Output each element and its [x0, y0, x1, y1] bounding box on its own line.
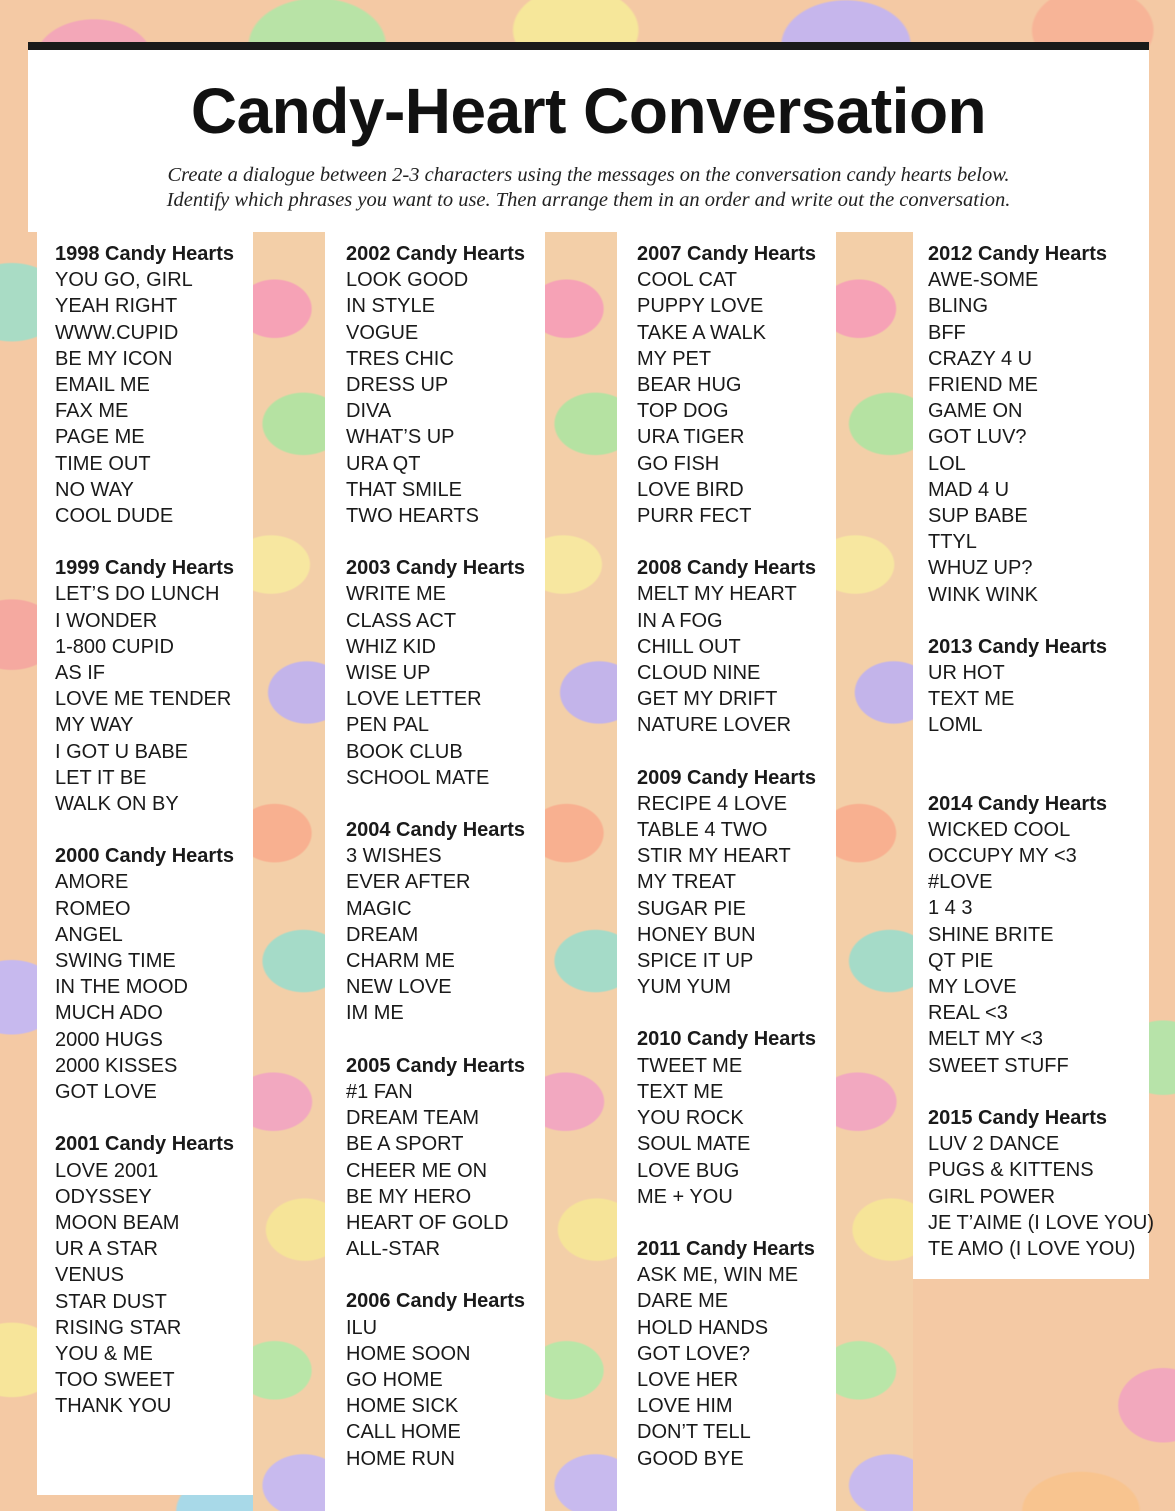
section-heading: 2006 Candy Hearts — [346, 1290, 525, 1313]
candy-message: LOVE BIRD — [637, 478, 744, 501]
candy-message: YEAH RIGHT — [55, 295, 178, 318]
candy-message: DREAM TEAM — [346, 1107, 479, 1130]
section-heading: 2001 Candy Hearts — [55, 1133, 234, 1156]
candy-message: LOVE 2001 — [55, 1159, 159, 1182]
candy-message: YOU GO, GIRL — [55, 269, 193, 292]
candy-message: COOL CAT — [637, 269, 738, 292]
section-heading: 2013 Candy Hearts — [928, 635, 1107, 658]
candy-message: NO WAY — [55, 478, 134, 501]
candy-message: THANK YOU — [55, 1395, 172, 1418]
year-section — [55, 555, 234, 817]
candy-message: MY WAY — [55, 714, 134, 737]
candy-message: CHARM ME — [346, 950, 455, 973]
candy-message: LOVE HER — [637, 1368, 739, 1391]
year-section — [637, 555, 816, 738]
section-heading: 2009 Candy Hearts — [637, 766, 816, 789]
candy-message: ALL-STAR — [346, 1238, 441, 1261]
candy-message: MUCH ADO — [55, 1002, 163, 1025]
top-rule — [28, 42, 1149, 50]
candy-message: #1 FAN — [346, 1080, 413, 1103]
column — [55, 241, 234, 1446]
section-heading: 2000 Candy Hearts — [55, 845, 234, 868]
candy-message: FRIEND ME — [928, 374, 1038, 397]
section-heading: 2008 Candy Hearts — [637, 557, 816, 580]
candy-message: WHIZ KID — [346, 635, 436, 658]
candy-background-strip — [836, 232, 913, 1511]
candy-message: SOUL MATE — [637, 1133, 751, 1156]
candy-message: TTYL — [928, 531, 977, 554]
candy-message: YOU ROCK — [637, 1107, 744, 1130]
instructions — [28, 163, 1149, 213]
header-panel — [28, 50, 1149, 232]
candy-message: LOOK GOOD — [346, 269, 469, 292]
candy-message: LOVE ME TENDER — [55, 688, 232, 711]
candy-message: RISING STAR — [55, 1316, 182, 1339]
candy-message: TEXT ME — [928, 688, 1015, 711]
candy-message: DON’T TELL — [637, 1421, 751, 1444]
candy-message: NEW LOVE — [346, 976, 452, 999]
column — [637, 241, 816, 1498]
section-heading: 1998 Candy Hearts — [55, 243, 234, 265]
candy-message: ILU — [346, 1316, 378, 1339]
candy-message: BE A SPORT — [346, 1133, 464, 1156]
candy-message: WINK WINK — [928, 583, 1038, 606]
candy-message: CLASS ACT — [346, 609, 457, 632]
candy-message: HONEY BUN — [637, 923, 756, 946]
candy-message: JE T’AIME (I LOVE YOU) — [928, 1211, 1154, 1234]
candy-message: TOP DOG — [637, 400, 729, 423]
year-section — [928, 1105, 1154, 1262]
year-section — [637, 241, 816, 529]
candy-background-strip — [545, 232, 617, 1511]
candy-message: SPICE IT UP — [637, 950, 754, 973]
candy-message: CHEER ME ON — [346, 1159, 488, 1182]
candy-message: UR A STAR — [55, 1238, 158, 1261]
candy-message: TIME OUT — [55, 452, 151, 475]
candy-background-strip — [253, 232, 325, 1511]
candy-message: VENUS — [55, 1264, 124, 1287]
year-section — [346, 241, 525, 529]
section-heading: 2011 Candy Hearts — [637, 1237, 815, 1260]
candy-message: BFF — [928, 321, 966, 344]
candy-message: DRESS UP — [346, 374, 449, 397]
candy-message: SUGAR PIE — [637, 897, 746, 920]
candy-message: URA TIGER — [637, 426, 745, 449]
candy-message: MELT MY HEART — [637, 583, 797, 606]
candy-message: VOGUE — [346, 321, 419, 344]
candy-message: HEART OF GOLD — [346, 1211, 509, 1234]
section-heading: 2007 Candy Hearts — [637, 243, 816, 265]
candy-message: CRAZY 4 U — [928, 347, 1033, 370]
candy-message: WICKED COOL — [928, 818, 1071, 841]
candy-message: LUV 2 DANCE — [928, 1133, 1060, 1156]
candy-message: IM ME — [346, 1002, 404, 1025]
candy-message: 2000 HUGS — [55, 1028, 163, 1051]
candy-message: SWEET STUFF — [928, 1054, 1069, 1077]
candy-message: ME + YOU — [637, 1185, 733, 1208]
candy-message: WRITE ME — [346, 583, 446, 606]
year-section — [55, 1131, 234, 1419]
candy-message: GOT LOVE? — [637, 1342, 751, 1365]
candy-message: GET MY DRIFT — [637, 688, 778, 711]
candy-message: IN STYLE — [346, 295, 435, 318]
candy-message: BE MY HERO — [346, 1185, 472, 1208]
candy-message: #LOVE — [928, 871, 993, 894]
candy-message: I GOT U BABE — [55, 740, 188, 763]
candy-message: TE AMO (I LOVE YOU) — [928, 1237, 1136, 1260]
candy-message: PEN PAL — [346, 714, 429, 737]
candy-message: EMAIL ME — [55, 374, 150, 397]
candy-message: DIVA — [346, 400, 392, 423]
year-section — [928, 634, 1154, 739]
candy-message: MY LOVE — [928, 976, 1017, 999]
section-heading: 2014 Candy Hearts — [928, 792, 1107, 815]
candy-message: SCHOOL MATE — [346, 766, 490, 789]
candy-message: GO FISH — [637, 452, 720, 475]
candy-message: QT PIE — [928, 949, 994, 972]
candy-message: IN THE MOOD — [55, 976, 188, 999]
candy-message: PUPPY LOVE — [637, 295, 764, 318]
candy-message: IN A FOG — [637, 609, 723, 632]
candy-message: HOME SOON — [346, 1342, 471, 1365]
section-heading: 2002 Candy Hearts — [346, 243, 525, 265]
candy-message: MAD 4 U — [928, 478, 1010, 501]
candy-message: ROMEO — [55, 897, 131, 920]
candy-message: AMORE — [55, 871, 129, 894]
candy-message: HOME RUN — [346, 1447, 455, 1470]
candy-message: TOO SWEET — [55, 1369, 175, 1392]
column — [928, 241, 1154, 1288]
candy-message: GOOD BYE — [637, 1447, 744, 1470]
candy-message: SUP BABE — [928, 505, 1028, 528]
section-heading: 2003 Candy Hearts — [346, 557, 525, 580]
candy-message: GO HOME — [346, 1368, 443, 1391]
year-section — [637, 1236, 816, 1472]
candy-message: GOT LOVE — [55, 1081, 157, 1104]
candy-message: TEXT ME — [637, 1080, 724, 1103]
year-section — [637, 1026, 816, 1209]
candy-message: NATURE LOVER — [637, 714, 792, 737]
candy-message: GIRL POWER — [928, 1185, 1056, 1208]
instructions-line: Identify which phrases you want to use. Then arrange them in an order and write out the conversation. — [166, 189, 1011, 211]
candy-message: COOL DUDE — [55, 505, 174, 528]
candy-message: LOVE HIM — [637, 1395, 733, 1418]
candy-message: MELT MY <3 — [928, 1028, 1044, 1051]
candy-message: WALK ON BY — [55, 793, 179, 816]
candy-message: LOL — [928, 452, 966, 475]
candy-message: BE MY ICON — [55, 347, 173, 370]
year-section — [346, 555, 525, 791]
page-title: Candy-Heart Conversation — [190, 75, 987, 147]
section-heading: 2005 Candy Hearts — [346, 1054, 525, 1077]
candy-message: YUM YUM — [637, 976, 732, 999]
candy-message: HOME SICK — [346, 1395, 459, 1418]
candy-message: AS IF — [55, 662, 106, 685]
candy-message: GOT LUV? — [928, 426, 1027, 449]
candy-message: STIR MY HEART — [637, 845, 791, 868]
candy-message: BEAR HUG — [637, 374, 742, 397]
candy-message: LET’S DO LUNCH — [55, 583, 220, 606]
candy-message: 1 4 3 — [928, 897, 973, 920]
candy-message: ANGEL — [55, 923, 123, 946]
candy-message: TAKE A WALK — [637, 321, 766, 344]
candy-message: HOLD HANDS — [637, 1316, 769, 1339]
candy-message: 3 WISHES — [346, 845, 442, 868]
candy-message: LET IT BE — [55, 766, 147, 789]
candy-message: DREAM — [346, 923, 419, 946]
year-section — [346, 817, 525, 1027]
candy-message: REAL <3 — [928, 1002, 1008, 1025]
year-section — [55, 241, 234, 529]
candy-message: WHAT’S UP — [346, 426, 455, 449]
candy-message: MAGIC — [346, 897, 412, 920]
candy-message: EVER AFTER — [346, 871, 471, 894]
candy-message: LOML — [928, 714, 983, 737]
candy-message: LOVE LETTER — [346, 688, 482, 711]
year-section — [346, 1288, 525, 1471]
section-heading: 2012 Candy Hearts — [928, 243, 1107, 265]
section-heading: 2010 Candy Hearts — [637, 1028, 816, 1051]
candy-message: UR HOT — [928, 662, 1005, 685]
year-section — [928, 791, 1154, 1079]
candy-message: 2000 KISSES — [55, 1054, 178, 1077]
candy-message: MY TREAT — [637, 871, 736, 894]
candy-message: AWE-SOME — [928, 269, 1039, 292]
candy-message: CHILL OUT — [637, 635, 741, 658]
section-heading: 1999 Candy Hearts — [55, 557, 234, 580]
candy-message: I WONDER — [55, 609, 158, 632]
instructions-line: Create a dialogue between 2-3 characters using the messages on the conversation candy hearts below. — [167, 164, 1010, 186]
candy-message: THAT SMILE — [346, 478, 462, 501]
candy-message: OCCUPY MY <3 — [928, 845, 1077, 868]
candy-message: GAME ON — [928, 400, 1023, 423]
year-section — [637, 765, 816, 1001]
candy-message: RECIPE 4 LOVE — [637, 792, 788, 815]
candy-message: TWEET ME — [637, 1054, 743, 1077]
candy-message: SWING TIME — [55, 950, 176, 973]
candy-message: LOVE BUG — [637, 1159, 740, 1182]
candy-message: WHUZ UP? — [928, 557, 1033, 580]
section-heading: 2004 Candy Hearts — [346, 819, 525, 842]
candy-message: TRES CHIC — [346, 347, 454, 370]
candy-message: ODYSSEY — [55, 1185, 152, 1208]
candy-message: ASK ME, WIN ME — [637, 1264, 799, 1287]
candy-message: CALL HOME — [346, 1421, 461, 1444]
candy-message: TABLE 4 TWO — [637, 819, 768, 842]
candy-message: PURR FECT — [637, 505, 752, 528]
candy-message: CLOUD NINE — [637, 662, 761, 685]
candy-message: URA QT — [346, 452, 421, 475]
candy-message: WISE UP — [346, 662, 431, 685]
candy-message: PUGS & KITTENS — [928, 1159, 1094, 1182]
candy-message: SHINE BRITE — [928, 923, 1054, 946]
candy-message: BLING — [928, 295, 989, 318]
candy-message: PAGE ME — [55, 426, 145, 449]
year-section — [928, 241, 1154, 608]
candy-message: TWO HEARTS — [346, 505, 479, 528]
year-section — [346, 1053, 525, 1263]
candy-message: FAX ME — [55, 400, 129, 423]
candy-message: WWW.CUPID — [55, 321, 179, 344]
column — [346, 241, 525, 1498]
year-section — [55, 843, 234, 1105]
candy-message: 1-800 CUPID — [55, 635, 174, 658]
candy-message: BOOK CLUB — [346, 740, 463, 763]
candy-message: YOU & ME — [55, 1342, 153, 1365]
candy-message: STAR DUST — [55, 1290, 167, 1313]
candy-message: DARE ME — [637, 1290, 729, 1313]
section-heading: 2015 Candy Hearts — [928, 1106, 1107, 1129]
candy-message: MY PET — [637, 347, 712, 370]
candy-message: MOON BEAM — [55, 1211, 180, 1234]
